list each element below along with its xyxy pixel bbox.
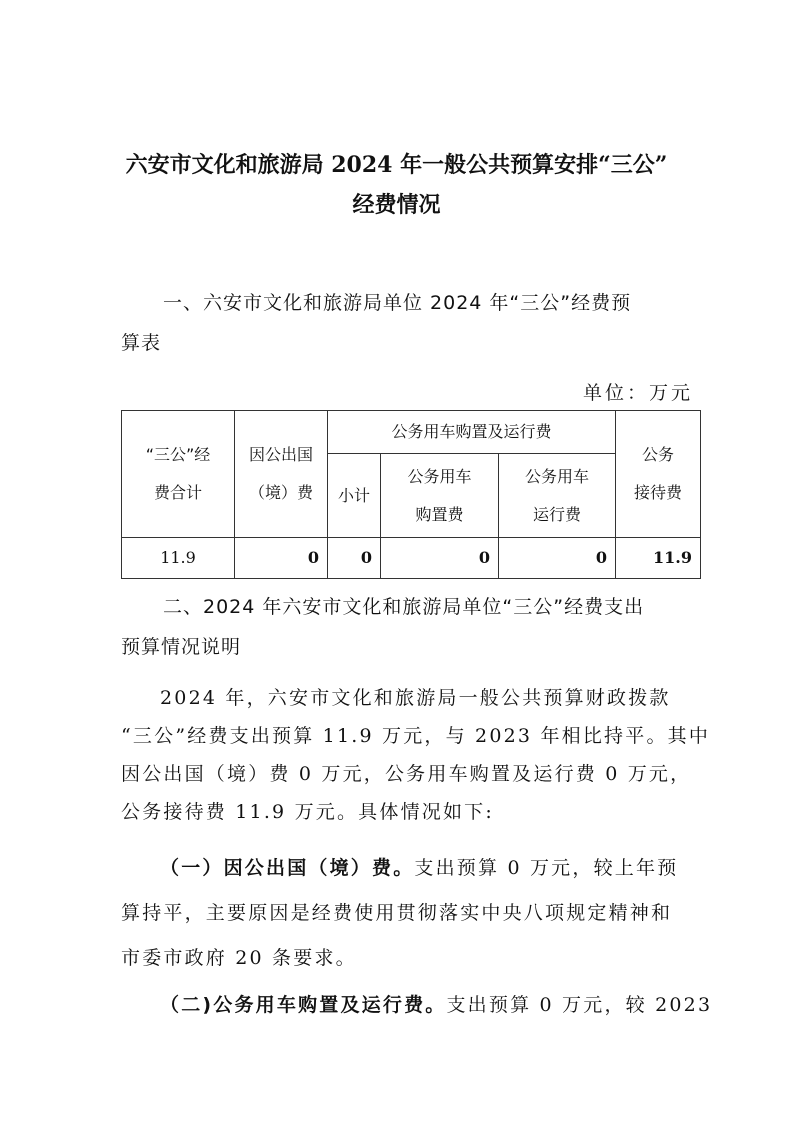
header-reception-line2: 接待费 (633, 483, 682, 502)
paragraph-line: “三公”经费支出预算 11.9 万元，与 2023 年相比持平。其中 (121, 725, 711, 747)
header-operation-line1: 公务用车 (524, 466, 589, 486)
item2-label: （二)公务用车购置及运行费。 (160, 994, 447, 1016)
item1-text: 支出预算 0 万元，较上年预 (414, 857, 679, 879)
item1-line3: 市委市政府 20 条要求。 (121, 947, 357, 969)
header-subtotal: 小计 (328, 454, 381, 538)
header-purchase (381, 454, 499, 538)
header-abroad-line1: 因公出国 (248, 445, 313, 464)
header-reception-line1: 公务 (641, 445, 674, 464)
document-title-line1: 六安市文化和旅游局 2024 年一般公共预算安排“三公” (125, 152, 668, 178)
section2-heading: 二、2024 年六安市文化和旅游局单位“三公”经费支出 (163, 596, 645, 618)
cell-reception: 11.9 (616, 538, 701, 579)
section1-heading: 一、六安市文化和旅游局单位 2024 年“三公”经费预 (163, 292, 632, 314)
paragraph-line: 2024 年，六安市文化和旅游局一般公共预算财政拨款 (160, 687, 671, 709)
header-operation (499, 454, 616, 538)
paragraph-line: 因公出国（境）费 0 万元，公务用车购置及运行费 0 万元， (121, 763, 692, 785)
header-abroad-line2: （境）费 (248, 483, 313, 502)
header-total (122, 411, 235, 538)
header-reception (616, 411, 701, 538)
cell-subtotal: 0 (328, 538, 381, 579)
header-purchase-line2: 购置费 (415, 504, 464, 524)
header-total-line2: 费合计 (153, 483, 202, 502)
paragraph-line: 公务接待费 11.9 万元。具体情况如下: (121, 801, 494, 823)
document-title-line2: 经费情况 (352, 192, 441, 218)
cell-purchase: 0 (381, 538, 499, 579)
header-abroad (235, 411, 328, 538)
unit-label: 单位：万元 (582, 382, 693, 404)
item1-line1 (160, 853, 678, 880)
budget-table (121, 410, 701, 579)
table-row (122, 538, 701, 579)
section2-heading-cont: 预算情况说明 (121, 636, 242, 658)
cell-operation: 0 (499, 538, 616, 579)
item2-line1 (160, 990, 712, 1017)
item1-line2: 算持平，主要原因是经费使用贯彻落实中央八项规定精神和 (121, 902, 673, 924)
cell-abroad: 0 (235, 538, 328, 579)
item1-label: （一）因公出国（境）费。 (160, 857, 415, 879)
header-operation-line2: 运行费 (532, 504, 581, 524)
section1-heading-cont: 算表 (121, 332, 162, 354)
item2-text: 支出预算 0 万元，较 2023 (446, 994, 713, 1016)
header-purchase-line1: 公务用车 (407, 466, 472, 486)
header-vehicle-group: 公务用车购置及运行费 (328, 411, 616, 454)
header-total-line1: “三公”经 (145, 445, 211, 464)
cell-total: 11.9 (122, 538, 235, 579)
